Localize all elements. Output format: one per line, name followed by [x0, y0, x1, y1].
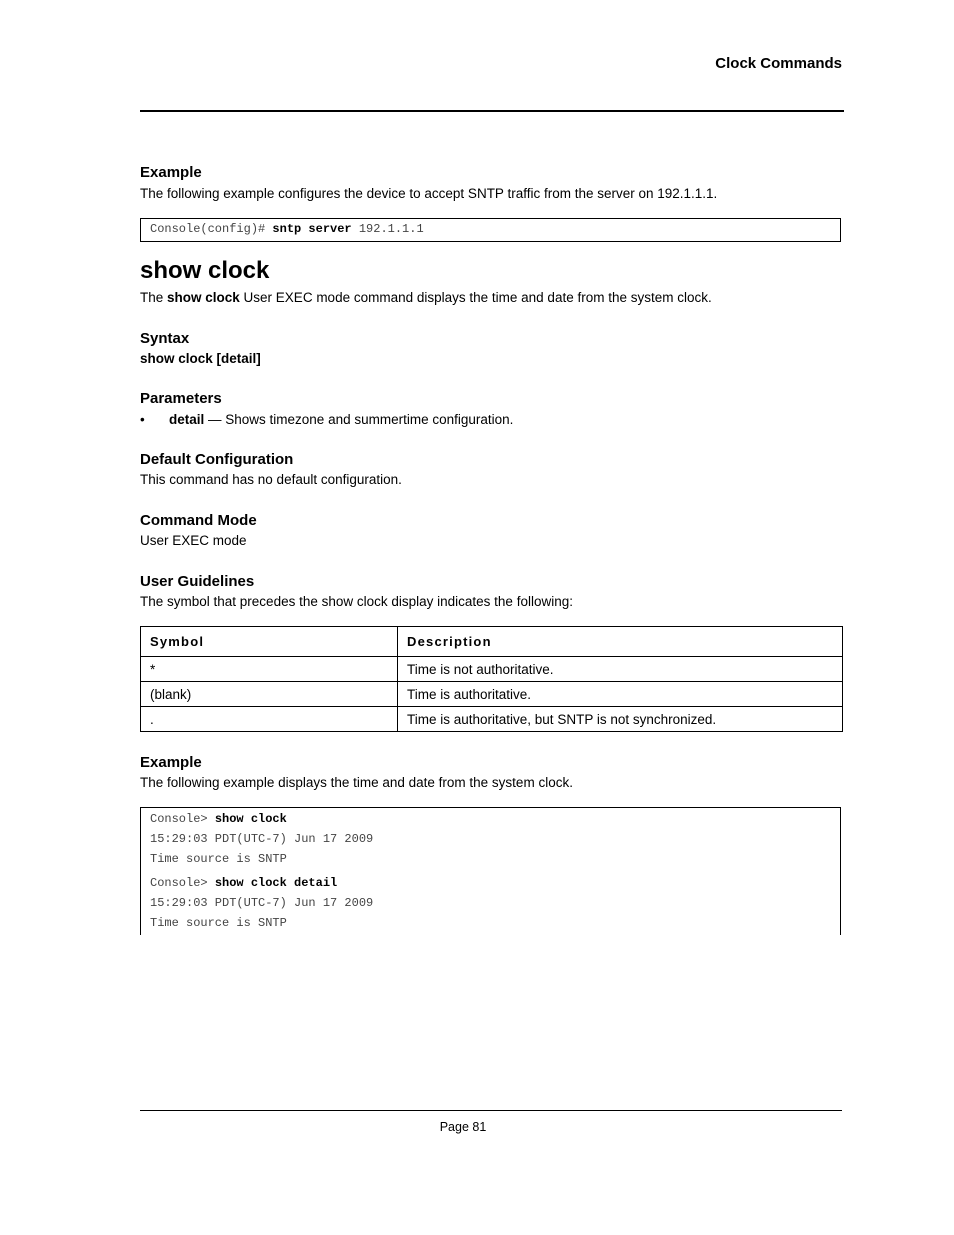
header-rule: [140, 110, 844, 112]
code-output-line: 15:29:03 PDT(UTC-7) Jun 17 2009: [150, 832, 374, 846]
example2-heading: Example: [140, 754, 202, 771]
table-row: [141, 707, 843, 732]
code-prompt: Console>: [150, 876, 215, 890]
code-output-line: 15:29:03 PDT(UTC-7) Jun 17 2009: [150, 896, 374, 910]
example2-description: The following example displays the time and date from the system clock.: [140, 775, 573, 790]
code-prompt: Console>: [150, 812, 215, 826]
table-cell-description: Time is not authoritative.: [398, 657, 843, 682]
user-guidelines-text: The symbol that precedes the show clock display indicates the following:: [140, 594, 573, 609]
section-title: show clock: [140, 257, 270, 284]
table-row: [141, 682, 843, 707]
running-header-title: Clock Commands: [715, 55, 842, 72]
table-header-row: [141, 627, 843, 657]
parameters-heading: Parameters: [140, 390, 222, 407]
table-header-symbol: Symbol: [141, 627, 398, 657]
parameter-name: detail: [169, 412, 205, 427]
table-cell-description: Time is authoritative, but SNTP is not synchronized.: [398, 707, 843, 732]
code-command: sntp server: [272, 222, 352, 236]
code-prompt: Console(config)#: [150, 222, 273, 236]
intro-command: show clock: [167, 290, 240, 305]
default-configuration-text: This command has no default configuration.: [140, 472, 402, 487]
table-cell-description: Time is authoritative.: [398, 682, 843, 707]
command-mode-heading: Command Mode: [140, 512, 257, 529]
table-cell-symbol: (blank): [141, 682, 398, 707]
code-output-line: Time source is SNTP: [150, 916, 287, 930]
code-argument: 192.1.1.1: [351, 222, 424, 236]
default-configuration-heading: Default Configuration: [140, 451, 294, 468]
symbol-table: [140, 626, 843, 732]
parameter-item: [169, 412, 513, 427]
page-number: Page 81: [439, 1120, 487, 1134]
parameter-description: — Shows timezone and summertime configuration.: [204, 412, 514, 427]
code-line: [150, 812, 287, 826]
code-block-sntp-server: [140, 218, 841, 242]
parameter-bullet: •: [140, 412, 145, 427]
footer-rule: [140, 1110, 842, 1111]
command-mode-text: User EXEC mode: [140, 533, 247, 548]
code-output-line: Time source is SNTP: [150, 852, 287, 866]
code-line: [150, 876, 337, 890]
user-guidelines-heading: User Guidelines: [140, 573, 255, 590]
table-header-description: Description: [398, 627, 843, 657]
example-heading: Example: [140, 164, 202, 181]
code-block-show-clock: [140, 807, 841, 935]
example-description: The following example configures the device to accept SNTP traffic from the server on 192.1.1.1.: [140, 186, 718, 201]
table-cell-symbol: .: [141, 707, 398, 732]
code-command: show clock: [214, 812, 287, 826]
syntax-heading: Syntax: [140, 330, 190, 347]
section-intro: [140, 290, 712, 305]
table-row: [141, 657, 843, 682]
code-line: [150, 222, 424, 236]
intro-post: User EXEC mode command displays the time and date from the system clock.: [239, 290, 712, 305]
code-command: show clock detail: [214, 876, 338, 890]
syntax-text: show clock [detail]: [140, 351, 261, 366]
table-cell-symbol: *: [141, 657, 398, 682]
intro-pre: The: [140, 290, 168, 305]
